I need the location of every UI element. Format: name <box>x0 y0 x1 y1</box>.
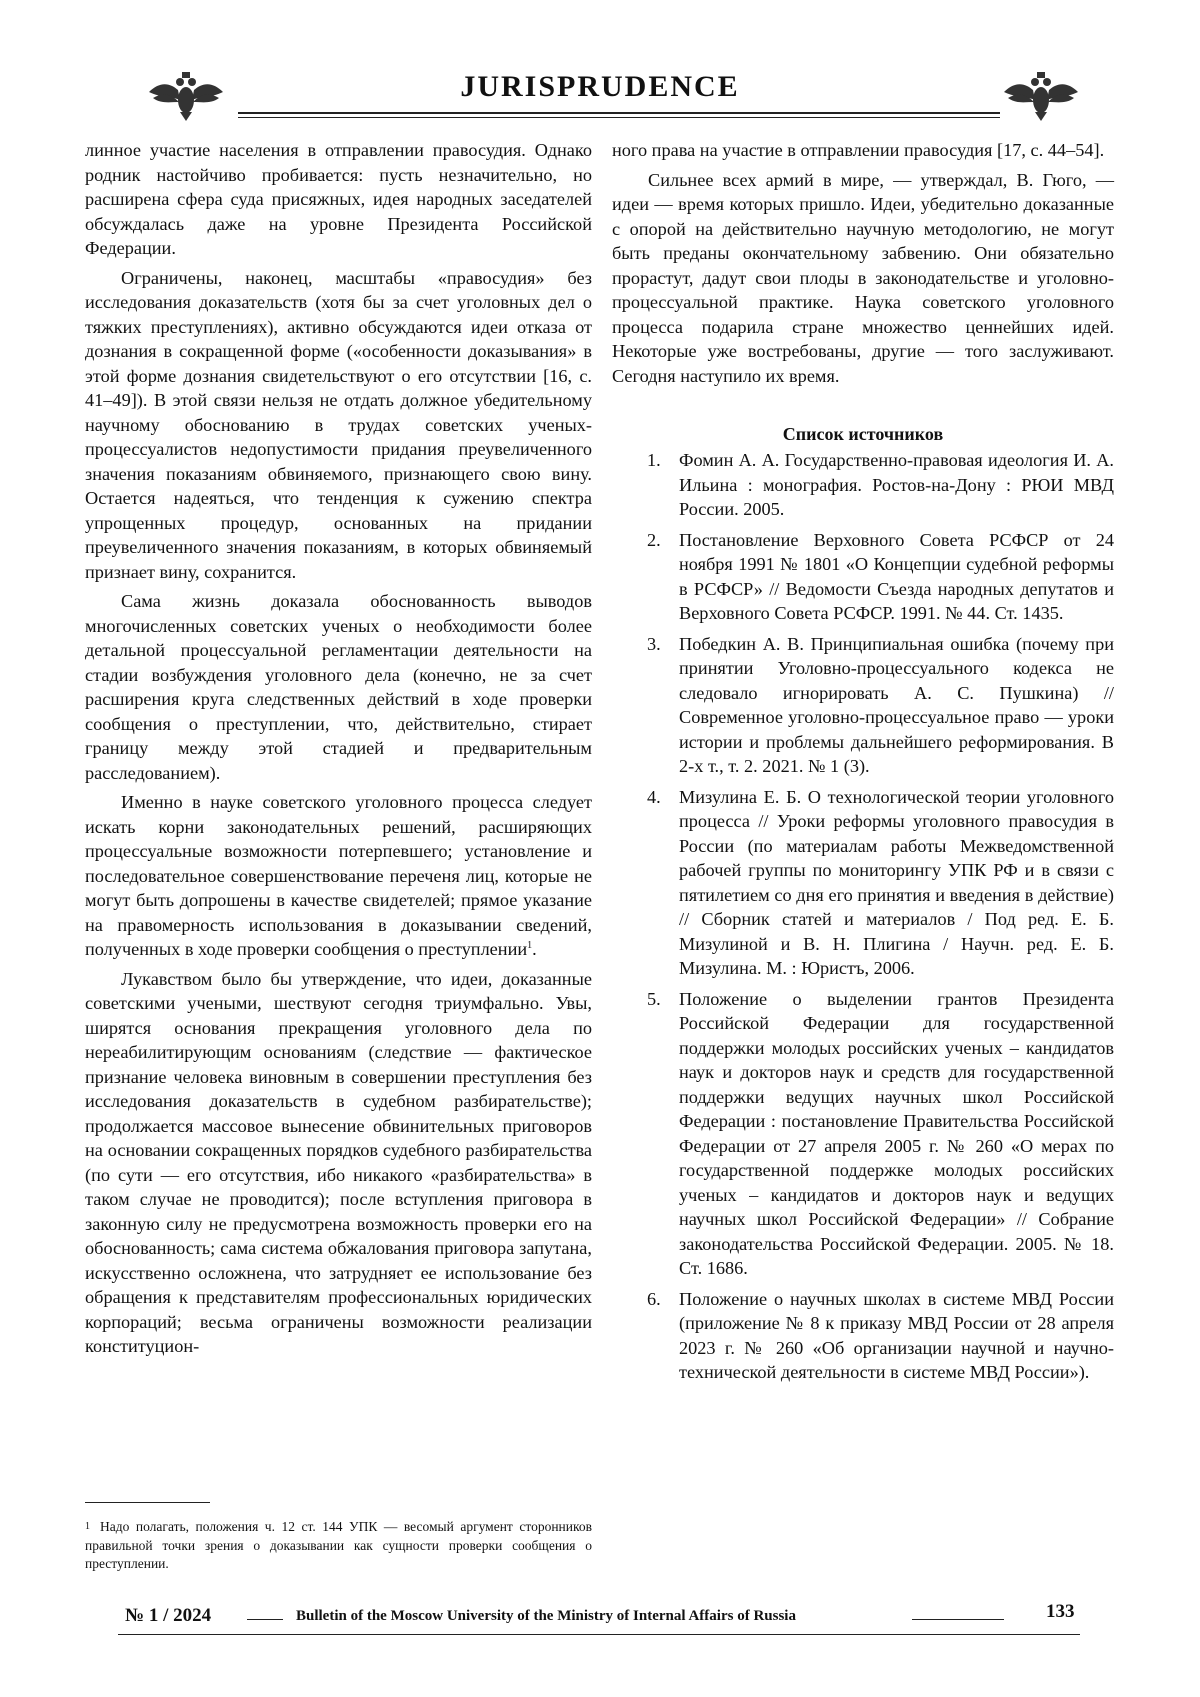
page-footer <box>0 1601 1200 1635</box>
double-headed-eagle-emblem-icon <box>1000 70 1082 122</box>
page-header <box>0 60 1200 130</box>
reference-text: Фомин А. А. Государственно-правовая идеология И. А. Ильина : монография. Ростов-на-Дону : РЮИ МВД России. 2005. <box>679 450 1114 519</box>
reference-item <box>612 785 1114 981</box>
paragraph-text: Именно в науке советского уголовного процесса следует искать корни законодательных решений, расширяющих процессуальные возможности потерпевшего; установление и последовательное совершенствование переченя лиц, которые не могут быть допрошены в качестве свидетелей; прямое указание на правомерность использования в доказывании сведений, полученных в ходе проверки сообщения о преступлении <box>85 792 592 959</box>
footer-bottom-rule <box>118 1634 1080 1635</box>
paragraph: линное участие населения в отправлении правосудия. Однако родник настойчиво пробивается: пусть незначительно, но расширена сфера суда присяжных, идея народных заседателей обсуждалась даже на уровне Президента Российской Федерации. <box>85 140 592 258</box>
reference-item <box>612 528 1114 626</box>
paragraph: Лукавством было бы утверждение, что идеи, доказанные советскими учеными, шествуют сегодня триумфально. Увы, ширятся основания прекращения уголовного дела по нереабилитирующим основаниям (следствие — фактическое признание человека виновным в совершении преступления без исследования доказательств в судебном разбирательстве); продолжается массовое вынесение обвинительных приговоров на основании сокращенных порядков судебного разбирательства (по сути — его отсутствия, ибо никакого «разбирательства» в таком случае не проводится); после вступления приговора в законную силу не предусмотрена возможность проверки его на обоснованность; сама система обжалования приговора запутана, искусственно осложнена, что затрудняет ее использование без обращения к представителям профессиональных юридических корпораций; весьма ограничены возможности реализации конституцион- <box>85 968 592 1356</box>
reference-number: 1. <box>647 450 661 470</box>
reference-item <box>612 1287 1114 1385</box>
footnote-reference[interactable]: 1 <box>527 939 533 951</box>
reference-item <box>612 448 1114 522</box>
footnote-text: Надо полагать, положения ч. 12 ст. 144 УПК — весомый аргумент сторонников правильной точки зрения о доказывании как сущности проверки сообщения о преступлении. <box>85 1519 592 1571</box>
reference-item <box>612 632 1114 779</box>
paragraph: Ограничены, наконец, масштабы «правосудия» без исследования доказательств (хотя бы за счет уголовных дел о тяжких преступлениях), активно обсуждаются идеи отказа от дознания в сокращенной форме («особенности доказывания» в этой форме дознания свидетельствуют о его отсутствии [16, с. 41–49]). В этой связи нельзя не отдать должное убедительному научному обоснованию в трудах советских ученых-процессуалистов недопустимости придания преувеличенного значения показаниям обвиняемого, признающего свою вину. Остается надеяться, что тенденция к сужению спектра упрощенных процедур, основанных на придании преувеличенного значения показаниям, в которых обвиняемый признает вину, сохранится. <box>85 267 592 582</box>
reference-number: 2. <box>647 529 661 550</box>
reference-number: 6. <box>647 1288 661 1309</box>
reference-item <box>612 987 1114 1281</box>
footer-rule <box>912 1619 1004 1620</box>
reference-text: Постановление Верховного Совета РСФСР от 24 ноября 1991 № 1801 «О Концепции судебной реформы в РСФСР» // Ведомости Съезда народных депутатов и Верховного Совета РСФСР. 1991. № 44. Ст. 1435. <box>679 529 1114 623</box>
reference-number: 3. <box>647 633 661 654</box>
page-number: 133 <box>1046 1601 1075 1622</box>
references-heading: Список источников <box>782 424 944 444</box>
journal-name: Bulletin of the Moscow University of the Ministry of Internal Affairs of Russia <box>296 1608 796 1624</box>
right-column <box>612 138 1114 1391</box>
footnote <box>85 1518 592 1574</box>
header-rule-thin <box>238 117 1000 118</box>
references-list <box>612 448 1114 1385</box>
reference-text: Положение о выделении грантов Президента Российской Федерации для государственной поддержки молодых российских ученых – кандидатов наук и докторов наук и средств для государственной поддержки ведущих научных школ Российской Федерации : постановление Правительства Российской Федерации от 27 апреля 2005 г. № 260 «О мерах по государственной поддержке молодых российских ученых – кандидатов и докторов наук и ведущих научных школ Российской Федерации» // Собрание законодательства Российской Федерации. 2005. № 18. Ст. 1686. <box>679 988 1114 1278</box>
footnote-mark: 1 <box>85 1521 90 1532</box>
reference-text: Победкин А. В. Принципиальная ошибка (почему при принятии Уголовно-процессуального кодекса не следовало игнорировать А. С. Пушкина) // Современное уголовно-процессуальное право — уроки истории и проблемы дальнейшего реформирования. В 2-х т., т. 2. 2021. № 1 (3). <box>679 633 1114 776</box>
paragraph: Именно в науке советского уголовного процесса следует искать корни законодательных решений, расширяющих процессуальные возможности потерпевшего; установление и последовательное совершенствование переченя лиц, которые не могут быть допрошены в качестве свидетелей; прямое указание на правомерность использования в доказывании сведений, полученных в ходе проверки сообщения о преступлении$^1$. <box>85 792 592 959</box>
header-rule <box>238 112 1000 114</box>
reference-text: Положение о научных школах в системе МВД России (приложение № 8 к приказу МВД России от 28 апреля 2023 г. № 260 «Об организации научной и научно-технической деятельности в системе МВД России»). <box>679 1288 1114 1382</box>
paragraph: Сама жизнь доказала обоснованность выводов многочисленных советских ученых о необходимости более детальной процессуальной регламентации деятельности на стадии возбуждения уголовного дела (конечно, не за счет расширения круга следственных действий в ходе проверки сообщения о преступлении, что, действительно, стирает границу между этой стадией и предварительным расследованием). <box>85 591 592 783</box>
issue-number: № 1 / 2024 <box>125 1605 212 1626</box>
footnote-separator <box>85 1502 210 1503</box>
reference-text: Мизулина Е. Б. О технологической теории уголовного процесса // Уроки реформы уголовного правосудия в России (по материалам работы Межведомственной рабочей группы по мониторингу УПК РФ и в связи с пятилетием со дня его принятия и введения в действие) // Сборник статей и материалов / Под ред. Е. Б. Мизулиной и В. Н. Плигина / Научн. ред. Е. Б. Мизулина. М. : Юристъ, 2006. <box>679 786 1114 978</box>
reference-number: 4. <box>647 786 661 807</box>
paragraph: Сильнее всех армий в мире, — утверждал, В. Гюго, — идеи — время которых пришло. Идеи, убедительно доказанные с опорой на действительно научную методологию, не могут быть преданы окончательному забвению. Они обязательно прорастут, дадут свои плоды в законодательстве и уголовно-процессуальной практике. Наука советского уголовного процесса подарила стране множество ценнейших идей. Некоторые уже востребованы, другие — того заслуживают. Сегодня наступило их время. <box>612 169 1114 386</box>
journal-section-title: JURISPRUDENCE <box>460 70 740 103</box>
footer-rule <box>247 1619 283 1620</box>
paragraph: ного права на участие в отправлении правосудия [17, с. 44–54]. <box>612 140 1105 160</box>
reference-number: 5. <box>647 988 661 1009</box>
left-column <box>85 138 592 1359</box>
